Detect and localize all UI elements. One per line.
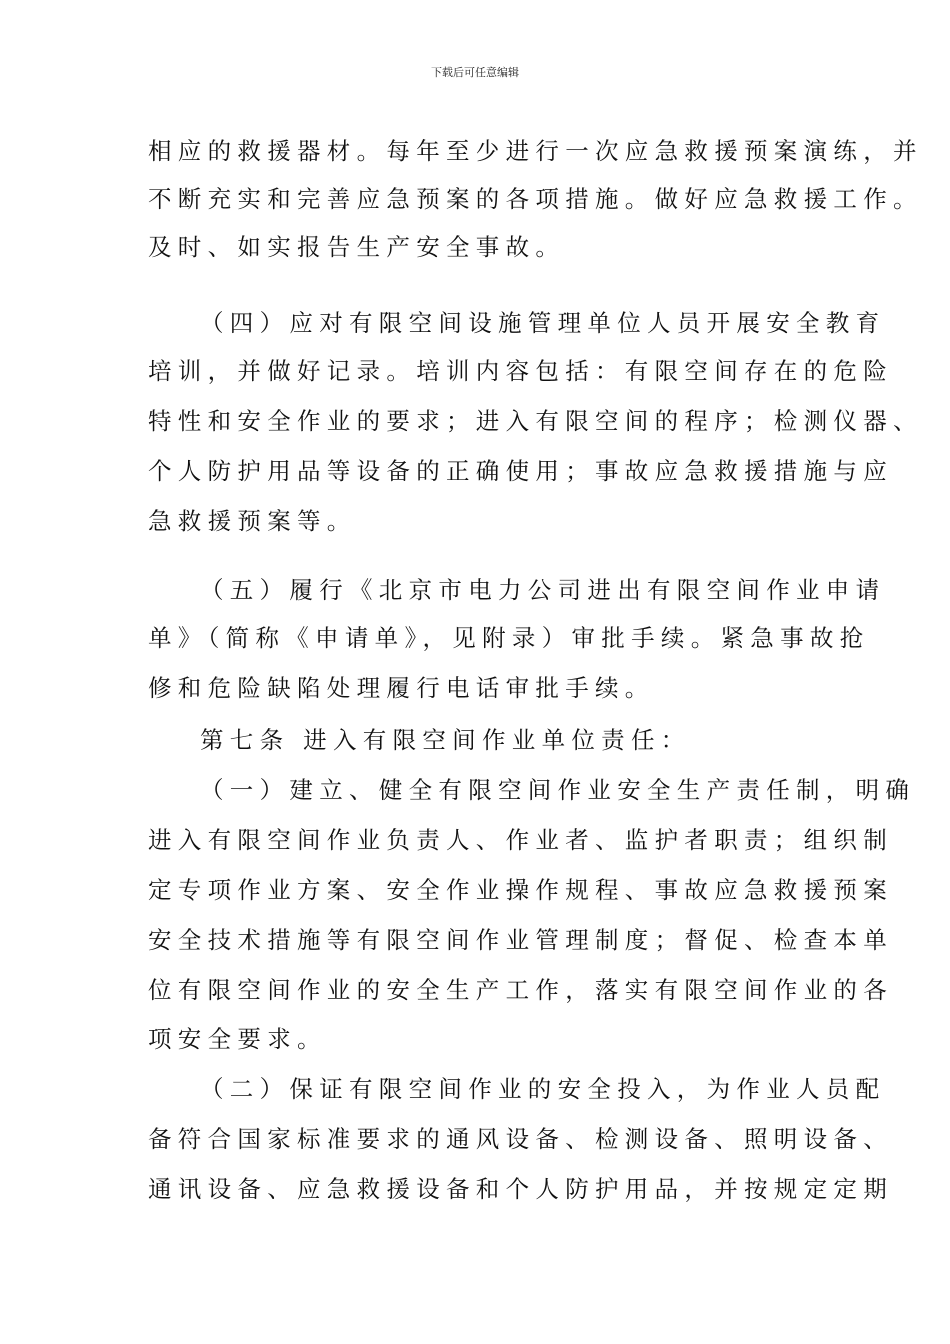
- paragraph-line: 单》（简称《申请单》，见附录）审批手续。紧急事故抢: [148, 624, 870, 652]
- page-header: 下载后可任意编辑: [431, 66, 519, 79]
- paragraph-line: 备符合国家标准要求的通风设备、检测设备、照明设备、: [148, 1125, 893, 1153]
- paragraph-line: 培训，并做好记录。培训内容包括：有限空间存在的危险: [148, 357, 893, 385]
- paragraph-line: （一）建立、健全有限空间作业安全生产责任制，明确: [200, 776, 916, 804]
- paragraph-line: 及时、如实报告生产安全事故。: [148, 233, 566, 261]
- paragraph-line: 安全技术措施等有限空间作业管理制度；督促、检查本单: [148, 926, 893, 954]
- paragraph-line: 修和危险缺陷处理履行电话审批手续。: [148, 674, 655, 702]
- paragraph-line: 不断充实和完善应急预案的各项措施。做好应急救援工作。: [148, 185, 923, 213]
- paragraph-line: 项安全要求。: [148, 1025, 327, 1053]
- paragraph-line: （二）保证有限空间作业的安全投入，为作业人员配: [200, 1075, 886, 1103]
- paragraph-line: （五）履行《北京市电力公司进出有限空间作业申请: [200, 576, 886, 604]
- paragraph-line: 急救援预案等。: [148, 507, 357, 535]
- paragraph-line: 定专项作业方案、安全作业操作规程、事故应急救援预案: [148, 876, 893, 904]
- paragraph-line: 通讯设备、应急救援设备和个人防护用品，并按规定定期: [148, 1175, 893, 1203]
- paragraph-line: 特性和安全作业的要求；进入有限空间的程序；检测仪器、: [148, 407, 923, 435]
- paragraph-line: 进入有限空间作业负责人、作业者、监护者职责；组织制: [148, 826, 893, 854]
- paragraph-line: （四）应对有限空间设施管理单位人员开展安全教育: [200, 309, 886, 337]
- paragraph-line: 个人防护用品等设备的正确使用；事故应急救援措施与应: [148, 457, 893, 485]
- paragraph-line: 位有限空间作业的安全生产工作，落实有限空间作业的各: [148, 976, 893, 1004]
- paragraph-line: 相应的救援器材。每年至少进行一次应急救援预案演练，并: [148, 137, 923, 165]
- section-heading: 第七条 进入有限空间作业单位责任：: [200, 726, 691, 754]
